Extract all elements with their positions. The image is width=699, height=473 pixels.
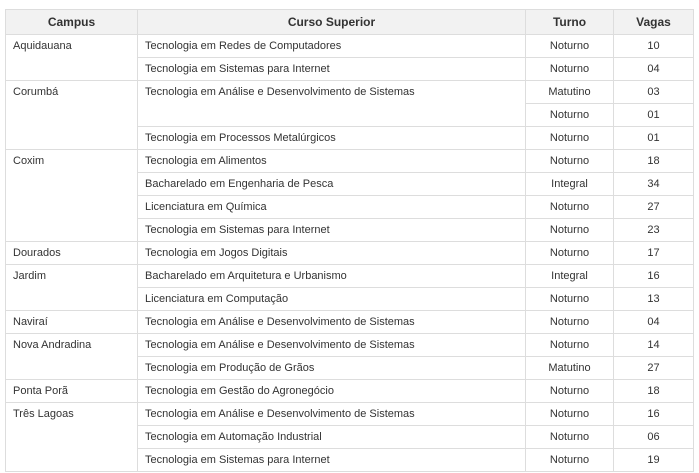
curso-cell: Bacharelado em Arquitetura e Urbanismo (138, 265, 526, 288)
vagas-cell: 13 (614, 288, 694, 311)
campus-cell: Ponta Porã (6, 380, 138, 403)
header-turno: Turno (526, 10, 614, 35)
curso-cell: Tecnologia em Redes de Computadores (138, 35, 526, 58)
curso-cell: Licenciatura em Química (138, 196, 526, 219)
campus-cell: Coxim (6, 150, 138, 242)
table-row (6, 35, 694, 58)
turno-cell: Noturno (526, 104, 614, 127)
turno-cell: Noturno (526, 311, 614, 334)
vagas-cell: 06 (614, 426, 694, 449)
turno-cell: Noturno (526, 242, 614, 265)
curso-cell: Tecnologia em Sistemas para Internet (138, 58, 526, 81)
vagas-cell: 03 (614, 81, 694, 104)
turno-cell: Matutino (526, 81, 614, 104)
turno-cell: Noturno (526, 380, 614, 403)
turno-cell: Noturno (526, 196, 614, 219)
vagas-cell: 04 (614, 311, 694, 334)
vagas-cell: 10 (614, 35, 694, 58)
turno-cell: Noturno (526, 58, 614, 81)
turno-cell: Integral (526, 265, 614, 288)
curso-cell: Tecnologia em Gestão do Agronegócio (138, 380, 526, 403)
vagas-cell: 04 (614, 58, 694, 81)
campus-cell: Nova Andradina (6, 334, 138, 380)
vagas-cell: 14 (614, 334, 694, 357)
vagas-cell: 27 (614, 357, 694, 380)
vagas-cell: 19 (614, 449, 694, 472)
turno-cell: Noturno (526, 334, 614, 357)
curso-cell: Licenciatura em Computação (138, 288, 526, 311)
vagas-cell: 23 (614, 219, 694, 242)
vagas-cell: 18 (614, 150, 694, 173)
turno-cell: Integral (526, 173, 614, 196)
campus-cell: Três Lagoas (6, 403, 138, 472)
curso-cell: Tecnologia em Sistemas para Internet (138, 219, 526, 242)
curso-cell: Tecnologia em Produção de Grãos (138, 357, 526, 380)
curso-cell: Tecnologia em Análise e Desenvolvimento de Sistemas (138, 311, 526, 334)
vagas-cell: 16 (614, 403, 694, 426)
turno-cell: Noturno (526, 219, 614, 242)
campus-cell: Aquidauana (6, 35, 138, 81)
vagas-cell: 01 (614, 104, 694, 127)
curso-cell: Tecnologia em Processos Metalúrgicos (138, 127, 526, 150)
curso-cell: Bacharelado em Engenharia de Pesca (138, 173, 526, 196)
curso-cell: Tecnologia em Análise e Desenvolvimento de Sistemas (138, 403, 526, 426)
curso-cell: Tecnologia em Sistemas para Internet (138, 449, 526, 472)
curso-cell: Tecnologia em Alimentos (138, 150, 526, 173)
table-row (6, 242, 694, 265)
curso-cell: Tecnologia em Análise e Desenvolvimento de Sistemas (138, 81, 526, 127)
curso-cell: Tecnologia em Análise e Desenvolvimento de Sistemas (138, 334, 526, 357)
table-row (6, 81, 694, 104)
header-curso: Curso Superior (138, 10, 526, 35)
turno-cell: Noturno (526, 426, 614, 449)
header-campus: Campus (6, 10, 138, 35)
turno-cell: Noturno (526, 127, 614, 150)
table-row (6, 380, 694, 403)
curso-cell: Tecnologia em Jogos Digitais (138, 242, 526, 265)
table-header-row (6, 10, 694, 35)
vagas-cell: 27 (614, 196, 694, 219)
turno-cell: Noturno (526, 150, 614, 173)
campus-cell: Corumbá (6, 81, 138, 150)
vagas-cell: 01 (614, 127, 694, 150)
vagas-table (5, 9, 694, 472)
campus-cell: Jardim (6, 265, 138, 311)
turno-cell: Matutino (526, 357, 614, 380)
campus-cell: Dourados (6, 242, 138, 265)
table-row (6, 265, 694, 288)
turno-cell: Noturno (526, 449, 614, 472)
header-vagas: Vagas (614, 10, 694, 35)
table-row (6, 150, 694, 173)
curso-cell: Tecnologia em Automação Industrial (138, 426, 526, 449)
table-row (6, 311, 694, 334)
vagas-cell: 18 (614, 380, 694, 403)
vagas-cell: 34 (614, 173, 694, 196)
turno-cell: Noturno (526, 35, 614, 58)
vagas-cell: 17 (614, 242, 694, 265)
campus-cell: Naviraí (6, 311, 138, 334)
table-row (6, 403, 694, 426)
turno-cell: Noturno (526, 403, 614, 426)
vagas-cell: 16 (614, 265, 694, 288)
turno-cell: Noturno (526, 288, 614, 311)
table-row (6, 334, 694, 357)
